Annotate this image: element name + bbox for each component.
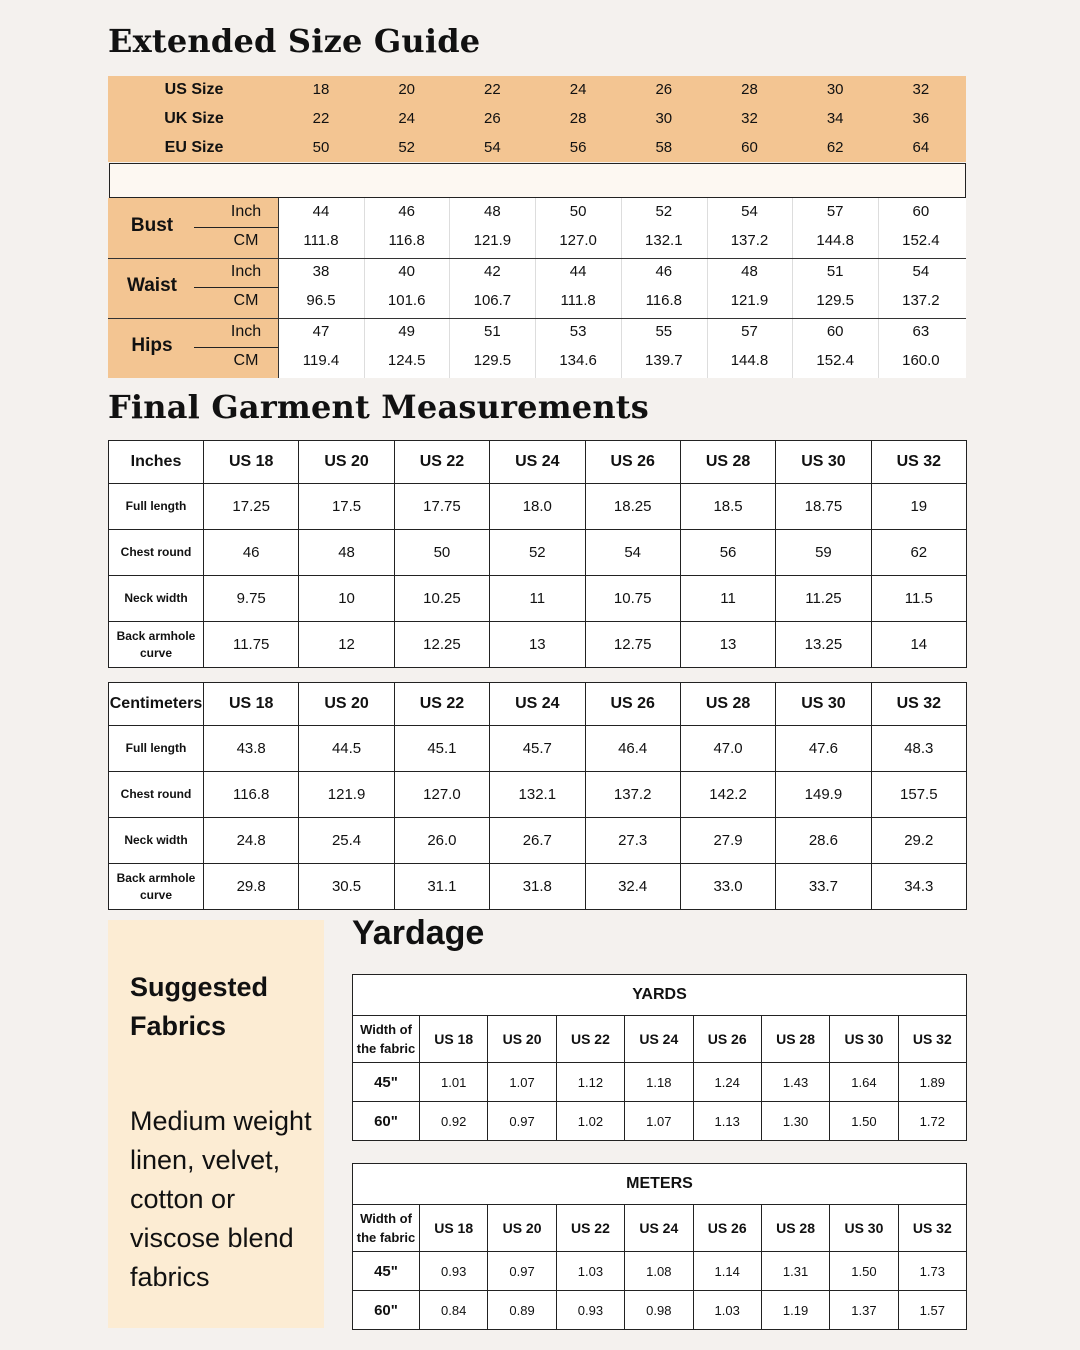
suggested-fabrics-panel: [108, 920, 324, 1328]
group-divider: [108, 318, 966, 319]
garment-centimeters-table: [108, 682, 967, 910]
cell-value: 0.89: [488, 1291, 556, 1330]
unit-label-cm: CM: [233, 292, 259, 309]
table-row: [109, 818, 967, 864]
size-header: US 32: [871, 683, 966, 726]
cell-value: 1.57: [898, 1291, 966, 1330]
column-divider: [449, 198, 450, 378]
measurement-name: Bust: [130, 215, 174, 236]
column-divider: [621, 198, 622, 378]
cell-value: 52: [490, 530, 585, 576]
inch-value: 50: [569, 203, 587, 220]
cell-value: 1.50: [830, 1252, 898, 1291]
measurement-name: Waist: [127, 275, 177, 296]
cell-value: 56: [680, 530, 775, 576]
cell-value: 48.3: [871, 726, 966, 772]
uk-size-value: 28: [569, 110, 587, 127]
cell-value: 0.93: [556, 1291, 624, 1330]
cell-value: 18.75: [776, 484, 871, 530]
cell-value: 0.97: [488, 1252, 556, 1291]
cell-value: 116.8: [204, 772, 299, 818]
cell-value: 1.64: [830, 1063, 898, 1102]
size-conversion-header: [108, 76, 966, 162]
cell-value: 24.8: [204, 818, 299, 864]
cell-value: 1.12: [556, 1063, 624, 1102]
eu-size-value: 52: [398, 139, 416, 156]
cell-value: 14: [871, 622, 966, 668]
cell-value: 1.19: [761, 1291, 829, 1330]
inch-value: 51: [826, 263, 844, 280]
cell-value: 43.8: [204, 726, 299, 772]
table-row: [353, 1102, 967, 1141]
fabric-width-label: 45": [353, 1063, 420, 1102]
size-header: US 28: [761, 1205, 829, 1252]
cell-value: 1.07: [625, 1102, 693, 1141]
us-size-value: 22: [484, 81, 501, 98]
us-size-label: US Size: [164, 81, 224, 98]
yardage-title: Yardage: [352, 914, 485, 952]
size-header: US 22: [556, 1205, 624, 1252]
cm-value: 129.5: [473, 352, 512, 369]
cell-value: 1.30: [761, 1102, 829, 1141]
size-header: US 26: [585, 441, 680, 484]
unit-label-cm: CM: [233, 232, 259, 249]
cell-value: 127.0: [394, 772, 489, 818]
header-row: [353, 1016, 967, 1063]
row-label: Full length: [109, 484, 204, 530]
size-header: US 26: [693, 1205, 761, 1252]
cell-value: 0.93: [420, 1252, 488, 1291]
size-header: US 18: [204, 683, 299, 726]
cell-value: 11.75: [204, 622, 299, 668]
cell-value: 0.84: [420, 1291, 488, 1330]
unit-divider: [194, 347, 278, 348]
cell-value: 1.72: [898, 1102, 966, 1141]
cell-value: 12: [299, 622, 394, 668]
column-divider: [707, 198, 708, 378]
cell-value: 121.9: [299, 772, 394, 818]
size-header: US 20: [299, 441, 394, 484]
table-row: [109, 576, 967, 622]
size-header: US 32: [898, 1205, 966, 1252]
cell-value: 30.5: [299, 864, 394, 910]
inch-value: 44: [312, 203, 330, 220]
cell-value: 54: [585, 530, 680, 576]
cell-value: 45.1: [394, 726, 489, 772]
cell-value: 19: [871, 484, 966, 530]
cell-value: 9.75: [204, 576, 299, 622]
table-row: [353, 1252, 967, 1291]
table-row: [109, 622, 967, 668]
size-header: US 26: [585, 683, 680, 726]
cell-value: 17.25: [204, 484, 299, 530]
cell-value: 33.0: [680, 864, 775, 910]
measurement-labels-column: [108, 198, 279, 378]
inch-value: 54: [912, 263, 930, 280]
size-header: US 30: [776, 441, 871, 484]
cell-value: 33.7: [776, 864, 871, 910]
size-header: US 22: [394, 441, 489, 484]
uk-size-row: [108, 105, 966, 134]
column-divider: [535, 198, 536, 378]
unit-header: Centimeters: [109, 683, 204, 726]
inch-value: 49: [398, 323, 416, 340]
row-label: Back armhole curve: [109, 622, 204, 668]
eu-size-value: 56: [569, 139, 587, 156]
inch-value: 46: [655, 263, 673, 280]
inch-value: 57: [741, 323, 758, 340]
cell-value: 1.43: [761, 1063, 829, 1102]
measurement-name: Hips: [131, 335, 173, 356]
eu-size-row: [108, 134, 966, 163]
table-row: [109, 772, 967, 818]
row-label: Chest round: [109, 772, 204, 818]
yardage-yards-table: [352, 974, 967, 1141]
us-size-value: 20: [398, 81, 416, 98]
cell-value: 18.0: [490, 484, 585, 530]
inch-value: 57: [826, 203, 844, 220]
table-row: [353, 1063, 967, 1102]
inch-value: 38: [312, 263, 330, 280]
us-size-row: [108, 76, 966, 105]
size-header: US 30: [830, 1016, 898, 1063]
size-header: US 26: [693, 1016, 761, 1063]
cm-value: 152.4: [816, 352, 854, 369]
unit-divider: [194, 287, 278, 288]
table-row: [353, 1291, 967, 1330]
cell-value: 47.6: [776, 726, 871, 772]
width-header: Width of the fabric: [353, 1205, 420, 1252]
inch-value: 46: [398, 203, 416, 220]
cell-value: 1.08: [625, 1252, 693, 1291]
cm-value: 144.8: [730, 352, 769, 369]
cm-value: 129.5: [816, 292, 854, 309]
cell-value: 11: [680, 576, 775, 622]
cm-value: 124.5: [387, 352, 426, 369]
body-measurements-table: [108, 198, 966, 378]
fabric-width-label: 60": [353, 1291, 420, 1330]
cell-value: 32.4: [585, 864, 680, 910]
uk-size-value: 22: [312, 110, 330, 127]
cell-value: 0.97: [488, 1102, 556, 1141]
size-guide-title: Extended Size Guide: [108, 22, 481, 60]
inch-value: 44: [569, 263, 587, 280]
garment-inches-table: [108, 440, 967, 668]
row-label: Neck width: [109, 818, 204, 864]
inch-value: 40: [398, 263, 416, 280]
unit-header: METERS: [353, 1164, 967, 1205]
cell-value: 1.03: [693, 1291, 761, 1330]
cm-value: 106.7: [473, 292, 512, 309]
cm-value: 160.0: [902, 352, 940, 369]
unit-row: [353, 1164, 967, 1205]
cell-value: 13.25: [776, 622, 871, 668]
size-header: US 28: [680, 441, 775, 484]
cell-value: 1.18: [625, 1063, 693, 1102]
cell-value: 47.0: [680, 726, 775, 772]
eu-size-value: 64: [912, 139, 930, 156]
cm-value: 144.8: [816, 232, 854, 249]
cell-value: 132.1: [490, 772, 585, 818]
inch-value: 48: [741, 263, 758, 280]
cell-value: 29.8: [204, 864, 299, 910]
cell-value: 12.75: [585, 622, 680, 668]
header-row: [109, 683, 967, 726]
fabric-width-label: 60": [353, 1102, 420, 1141]
uk-size-value: 36: [912, 110, 930, 127]
column-divider: [878, 198, 879, 378]
table-row: [109, 530, 967, 576]
cell-value: 44.5: [299, 726, 394, 772]
size-header: US 18: [420, 1205, 488, 1252]
cell-value: 26.0: [394, 818, 489, 864]
cm-value: 127.0: [559, 232, 597, 249]
us-size-value: 18: [312, 81, 330, 98]
cell-value: 1.24: [693, 1063, 761, 1102]
size-header: US 28: [680, 683, 775, 726]
inch-value: 60: [912, 203, 930, 220]
cm-value: 139.7: [645, 352, 683, 369]
fabrics-title: Suggested Fabrics: [130, 972, 269, 1041]
cell-value: 1.31: [761, 1252, 829, 1291]
cell-value: 46.4: [585, 726, 680, 772]
unit-label-cm: CM: [233, 352, 259, 369]
cell-value: 1.73: [898, 1252, 966, 1291]
inch-value: 48: [484, 203, 501, 220]
group-divider: [108, 258, 966, 259]
inch-value: 47: [312, 323, 330, 340]
header-row: [353, 1205, 967, 1252]
cm-value: 132.1: [645, 232, 683, 249]
cell-value: 45.7: [490, 726, 585, 772]
cm-value: 121.9: [473, 232, 512, 249]
cm-value: 121.9: [730, 292, 769, 309]
size-header: US 24: [625, 1016, 693, 1063]
inch-value: 51: [484, 323, 501, 340]
cell-value: 11: [490, 576, 585, 622]
cell-value: 62: [871, 530, 966, 576]
cell-value: 149.9: [776, 772, 871, 818]
uk-size-label: UK Size: [164, 110, 224, 127]
width-header: Width of the fabric: [353, 1016, 420, 1063]
cell-value: 25.4: [299, 818, 394, 864]
inch-value: 63: [912, 323, 930, 340]
row-label: Full length: [109, 726, 204, 772]
unit-label-inch: Inch: [230, 263, 262, 280]
eu-size-value: 60: [741, 139, 758, 156]
uk-size-value: 26: [484, 110, 501, 127]
cell-value: 10: [299, 576, 394, 622]
cell-value: 137.2: [585, 772, 680, 818]
unit-label-inch: Inch: [230, 203, 262, 220]
garment-title: Final Garment Measurements: [108, 388, 649, 426]
cell-value: 27.9: [680, 818, 775, 864]
cell-value: 10.25: [394, 576, 489, 622]
size-header: US 24: [490, 683, 585, 726]
inch-value: 53: [569, 323, 587, 340]
cm-value: 119.4: [302, 352, 340, 369]
unit-label-inch: Inch: [230, 323, 262, 340]
unit-divider: [194, 227, 278, 228]
cell-value: 1.37: [830, 1291, 898, 1330]
cell-value: 1.14: [693, 1252, 761, 1291]
row-label: Neck width: [109, 576, 204, 622]
cell-value: 1.01: [420, 1063, 488, 1102]
inch-value: 42: [484, 263, 501, 280]
us-size-value: 28: [741, 81, 758, 98]
cell-value: 1.07: [488, 1063, 556, 1102]
cell-value: 18.5: [680, 484, 775, 530]
cell-value: 157.5: [871, 772, 966, 818]
size-header: US 24: [490, 441, 585, 484]
cell-value: 34.3: [871, 864, 966, 910]
cell-value: 26.7: [490, 818, 585, 864]
inch-value: 52: [655, 203, 673, 220]
eu-size-value: 58: [655, 139, 673, 156]
us-size-value: 32: [912, 81, 930, 98]
cm-value: 116.8: [388, 232, 425, 249]
inch-value: 54: [741, 203, 758, 220]
cell-value: 11.5: [871, 576, 966, 622]
spacer-band: [109, 163, 966, 198]
cm-value: 111.8: [560, 292, 596, 309]
fabrics-description: Medium weight linen, velvet, cotton or viscose blend fabrics: [130, 1106, 312, 1292]
column-divider: [792, 198, 793, 378]
size-header: US 20: [488, 1016, 556, 1063]
eu-size-value: 62: [826, 139, 844, 156]
cm-value: 101.6: [387, 292, 426, 309]
cell-value: 28.6: [776, 818, 871, 864]
unit-header: Inches: [109, 441, 204, 484]
cell-value: 18.25: [585, 484, 680, 530]
us-size-value: 30: [826, 81, 844, 98]
cell-value: 12.25: [394, 622, 489, 668]
cell-value: 17.5: [299, 484, 394, 530]
cm-value: 96.5: [306, 292, 336, 309]
cm-value: 137.2: [730, 232, 769, 249]
cell-value: 0.92: [420, 1102, 488, 1141]
size-header: US 22: [394, 683, 489, 726]
unit-row: [353, 975, 967, 1016]
cell-value: 31.1: [394, 864, 489, 910]
header-row: [109, 441, 967, 484]
cell-value: 29.2: [871, 818, 966, 864]
cell-value: 46: [204, 530, 299, 576]
cell-value: 13: [680, 622, 775, 668]
cell-value: 1.89: [898, 1063, 966, 1102]
cell-value: 31.8: [490, 864, 585, 910]
uk-size-value: 24: [398, 110, 416, 127]
size-header: US 18: [204, 441, 299, 484]
uk-size-value: 30: [655, 110, 673, 127]
us-size-value: 24: [569, 81, 587, 98]
row-label: Chest round: [109, 530, 204, 576]
inch-value: 60: [826, 323, 844, 340]
uk-size-value: 32: [741, 110, 758, 127]
fabric-width-label: 45": [353, 1252, 420, 1291]
cell-value: 11.25: [776, 576, 871, 622]
cell-value: 10.75: [585, 576, 680, 622]
size-header: US 20: [488, 1205, 556, 1252]
cell-value: 1.03: [556, 1252, 624, 1291]
cell-value: 17.75: [394, 484, 489, 530]
cm-value: 134.6: [559, 352, 597, 369]
size-header: US 32: [871, 441, 966, 484]
table-row: [109, 484, 967, 530]
eu-size-value: 50: [312, 139, 330, 156]
size-header: US 32: [898, 1016, 966, 1063]
size-header: US 24: [625, 1205, 693, 1252]
unit-header: YARDS: [353, 975, 967, 1016]
row-label: Back armhole curve: [109, 864, 204, 910]
size-header: US 30: [776, 683, 871, 726]
cm-value: 152.4: [902, 232, 940, 249]
inch-value: 55: [655, 323, 673, 340]
eu-size-label: EU Size: [164, 139, 224, 156]
size-header: US 20: [299, 683, 394, 726]
cell-value: 1.50: [830, 1102, 898, 1141]
eu-size-value: 54: [484, 139, 501, 156]
table-row: [109, 726, 967, 772]
uk-size-value: 34: [826, 110, 844, 127]
size-header: US 22: [556, 1016, 624, 1063]
size-header: US 28: [761, 1016, 829, 1063]
cell-value: 1.13: [693, 1102, 761, 1141]
yardage-meters-table: [352, 1163, 967, 1330]
cell-value: 27.3: [585, 818, 680, 864]
cell-value: 59: [776, 530, 871, 576]
cell-value: 0.98: [625, 1291, 693, 1330]
table-row: [109, 864, 967, 910]
cell-value: 142.2: [680, 772, 775, 818]
size-header: US 30: [830, 1205, 898, 1252]
size-header: US 18: [420, 1016, 488, 1063]
cm-value: 116.8: [645, 292, 683, 309]
cm-value: 111.8: [303, 232, 339, 249]
cell-value: 1.02: [556, 1102, 624, 1141]
cell-value: 13: [490, 622, 585, 668]
column-divider: [364, 198, 365, 378]
cell-value: 50: [394, 530, 489, 576]
cm-value: 137.2: [902, 292, 940, 309]
cell-value: 48: [299, 530, 394, 576]
us-size-value: 26: [655, 81, 673, 98]
